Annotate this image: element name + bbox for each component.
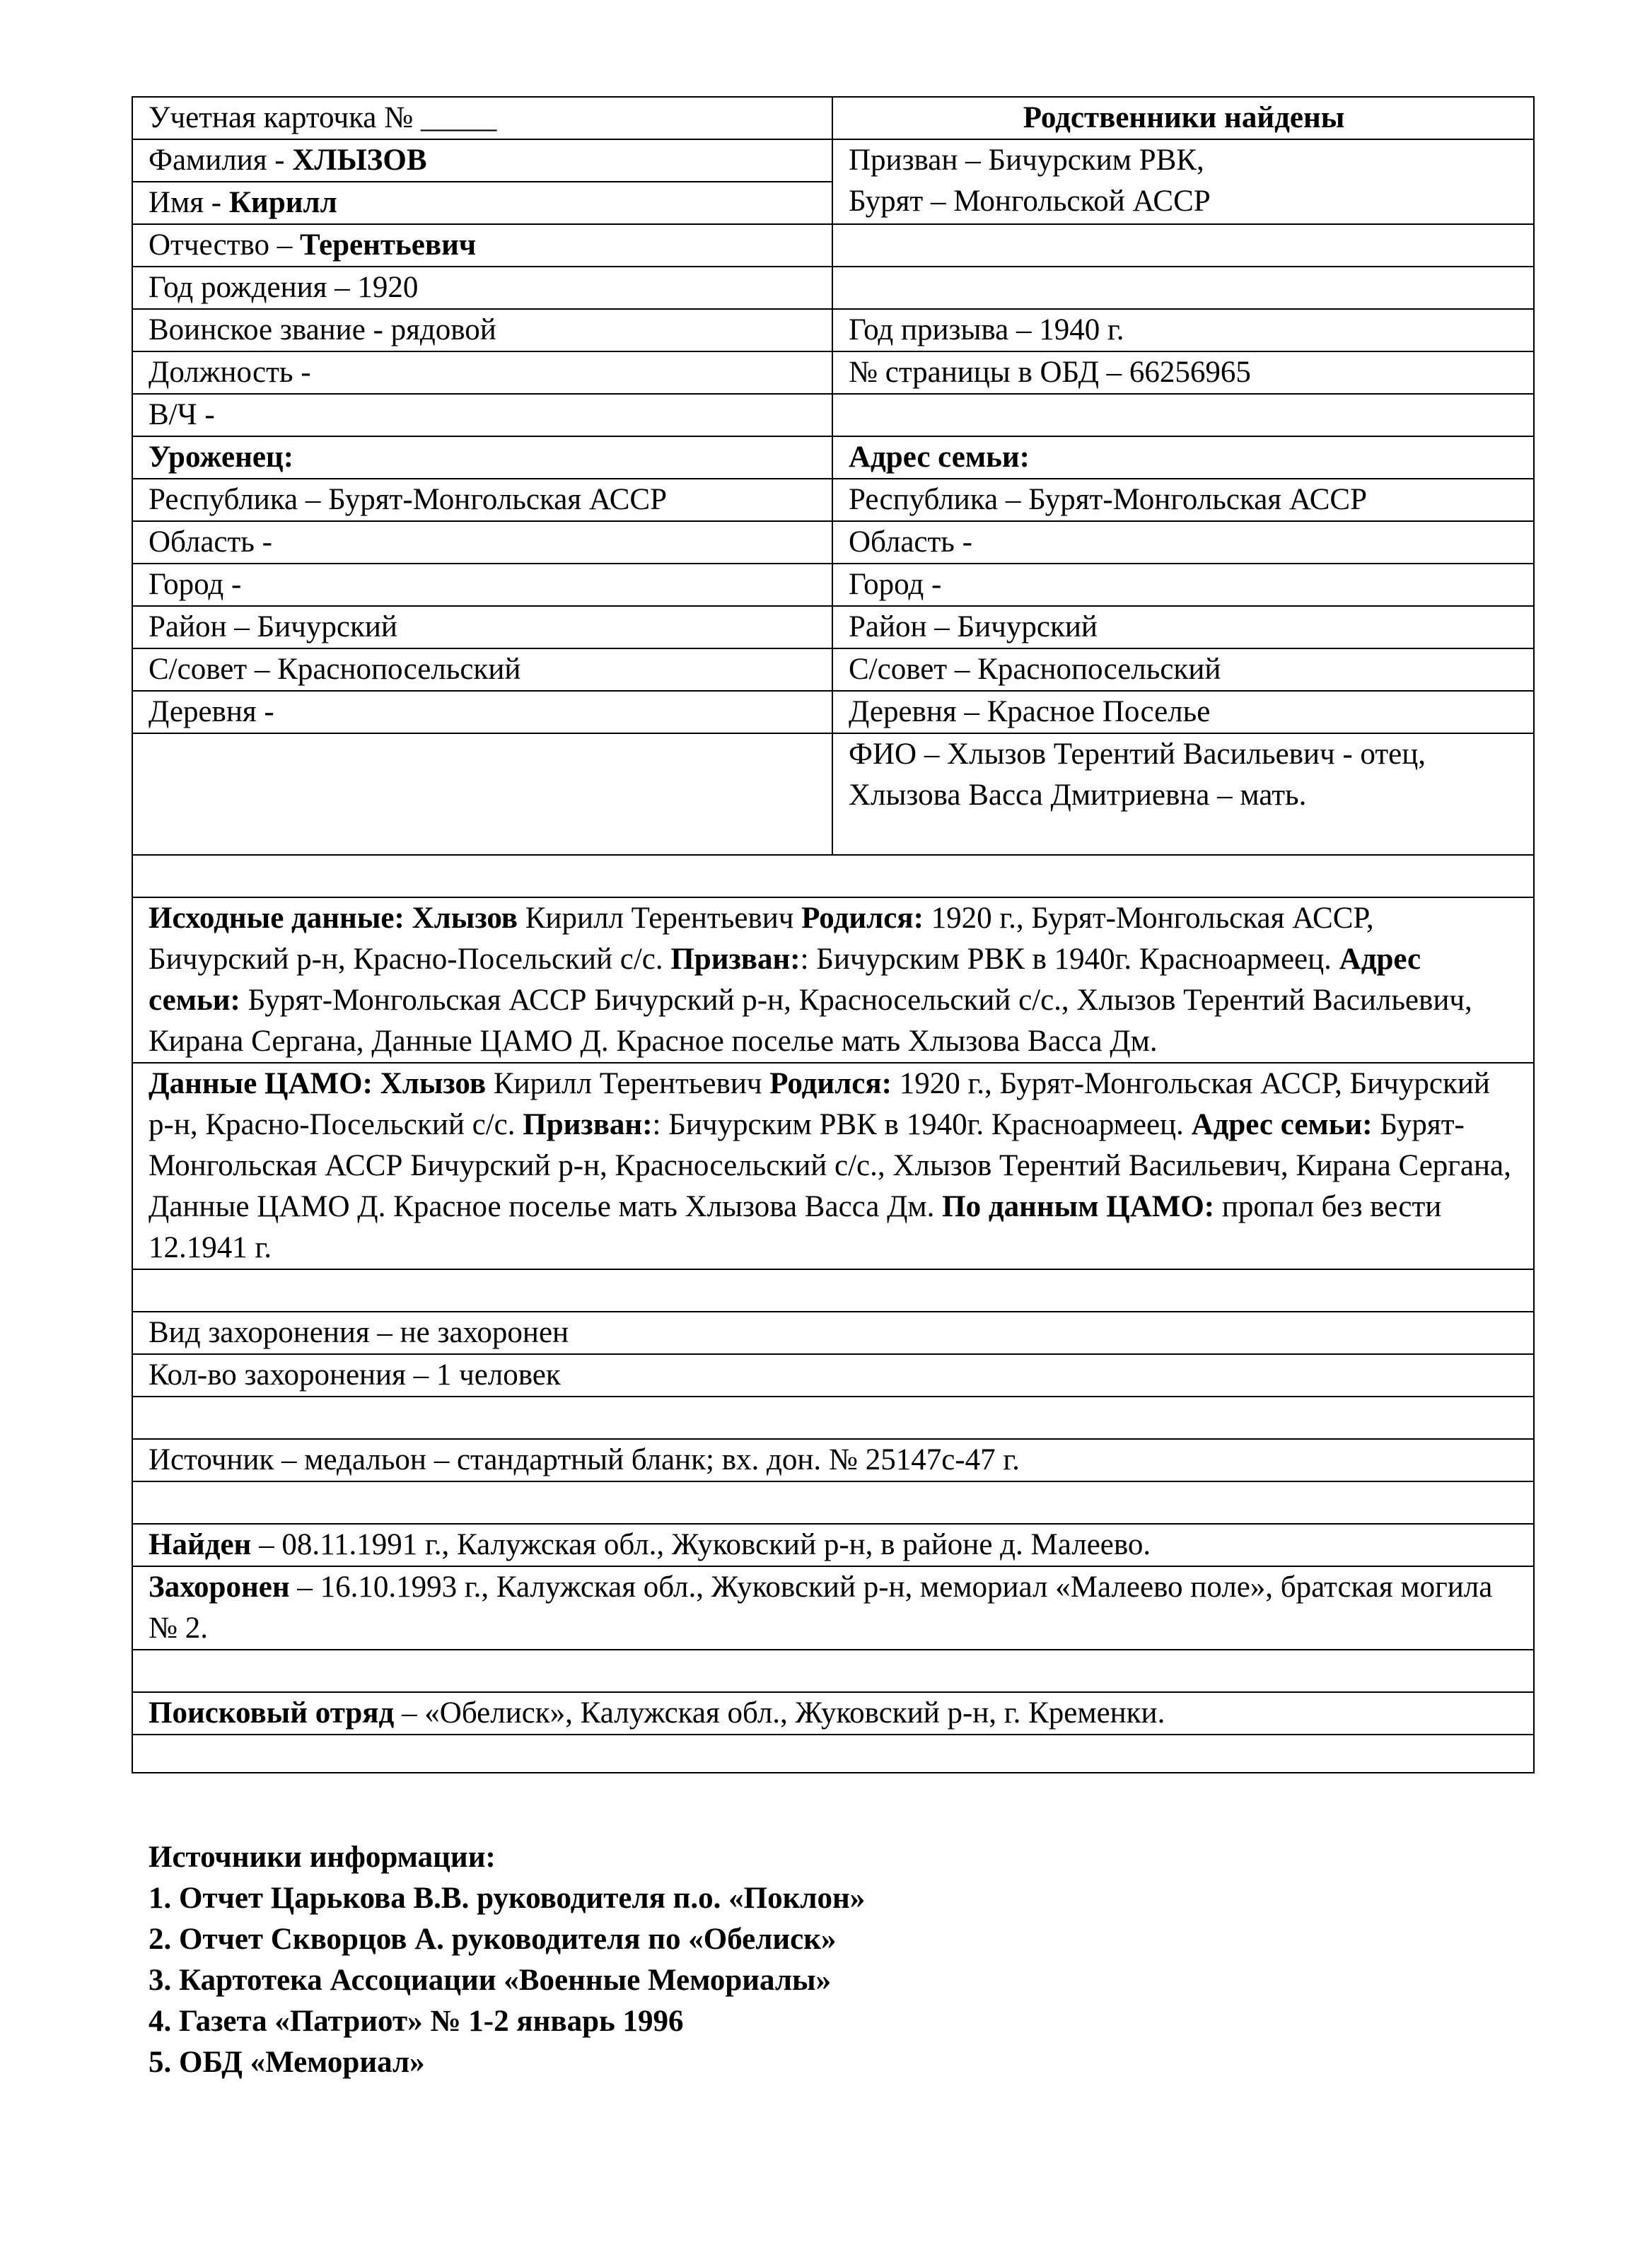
family-fio: ФИО – Хлызов Терентий Васильевич - отец, Хлызова Васса Дмитриевна – мать. [832, 733, 1534, 855]
family-header: Адрес семьи: [832, 436, 1534, 479]
address-header-row [132, 436, 1534, 479]
rank-cell: Воинское звание - рядовой [132, 309, 832, 351]
birth-year-row [132, 267, 1534, 309]
search-team-row [132, 1692, 1534, 1735]
family-region: Область - [832, 521, 1534, 564]
empty-cell [832, 267, 1534, 309]
village-row [132, 691, 1534, 733]
empty-row [132, 1481, 1534, 1524]
family-district: Район – Бичурский [832, 606, 1534, 648]
fio-row [132, 733, 1534, 855]
information-sources [149, 1837, 865, 2083]
called-up-cell: Призван – Бичурским РВК, Бурят – Монгольской АССР [832, 139, 1534, 224]
source-item: 3. Картотека Ассоциации «Военные Мемориалы» [149, 1964, 832, 1997]
native-district: Район – Бичурский [132, 606, 832, 648]
position-cell: Должность - [132, 351, 832, 394]
source-item: 4. Газета «Патриот» № 1-2 январь 1996 [149, 2005, 684, 2038]
native-council: С/совет – Краснопосельский [132, 648, 832, 691]
spacer-row [132, 1735, 1534, 1773]
patronymic-row [132, 224, 1534, 267]
surname-row [132, 139, 1534, 182]
source-item: 5. ОБД «Мемориал» [149, 2046, 425, 2079]
spacer-row [132, 1481, 1534, 1524]
empty-row [132, 1650, 1534, 1692]
empty-row [132, 855, 1534, 897]
rank-row [132, 309, 1534, 351]
source-row [132, 1439, 1534, 1481]
empty-cell [132, 733, 832, 855]
call-year-cell: Год призыва – 1940 г. [832, 309, 1534, 351]
spacer-row [132, 1397, 1534, 1439]
source-cell: Источник – медальон – стандартный бланк; вх. дон. № 25147с-47 г. [132, 1439, 1534, 1481]
name-cell: Имя - Кирилл [132, 182, 832, 224]
district-row [132, 606, 1534, 648]
name-value: Кирилл [228, 186, 337, 219]
obd-page-cell: № страницы в ОБД – 66256965 [832, 351, 1534, 394]
native-village: Деревня - [132, 691, 832, 733]
surname-value: ХЛЫЗОВ [292, 144, 427, 177]
source-item: 2. Отчет Скворцов А. руководителя по «Обелиск» [149, 1923, 837, 1956]
republic-row [132, 479, 1534, 521]
card-header-row [132, 97, 1534, 139]
empty-cell [832, 394, 1534, 436]
family-council: С/совет – Краснопосельский [832, 648, 1534, 691]
position-row [132, 351, 1534, 394]
buried-cell: Захоронен – 16.10.1993 г., Калужская обл., Жуковский р-н, мемориал «Малеево поле», братская могила № 2. [132, 1566, 1534, 1650]
spacer-row [132, 1269, 1534, 1312]
city-row [132, 564, 1534, 606]
empty-row [132, 1269, 1534, 1312]
native-region: Область - [132, 521, 832, 564]
tsamo-data-cell: Данные ЦАМО: Хлызов Кирилл Терентьевич Родился: 1920 г., Бурят-Монгольская АССР, Бичурский р-н, Красно-Посельский с/с. Призван:: Бичурским РВК в 1940г. Красноармеец. Адрес семьи: Бурят-Монгольская АССР Бичурский р-н, Красносельский с/с., Хлызов Терентий Васильевич, Кирана Сергана, Данные ЦАМО Д. Красное поселье мать Хлызова Васса Дм. По данным ЦАМО: пропал без вести 12.1941 г. [132, 1063, 1534, 1269]
buried-row [132, 1566, 1534, 1650]
family-village: Деревня – Красное Поселье [832, 691, 1534, 733]
source-item: 1. Отчет Царькова В.В. руководителя п.о. «Поклон» [149, 1882, 866, 1915]
burial-type-cell: Вид захоронения – не захоронен [132, 1312, 1534, 1354]
burial-count-cell: Кол-во захоронения – 1 человек [132, 1354, 1534, 1397]
burial-count-row [132, 1354, 1534, 1397]
unit-row [132, 394, 1534, 436]
native-city: Город - [132, 564, 832, 606]
region-row [132, 521, 1534, 564]
family-republic: Республика – Бурят-Монгольская АССР [832, 479, 1534, 521]
spacer-row [132, 1650, 1534, 1692]
patronymic-value: Терентьевич [300, 228, 477, 262]
tsamo-data-row [132, 1063, 1534, 1269]
native-header: Уроженец: [132, 436, 832, 479]
surname-cell: Фамилия - ХЛЫЗОВ [132, 139, 832, 182]
found-row [132, 1524, 1534, 1566]
search-team-cell: Поисковый отряд – «Обелиск», Калужская обл., Жуковский р-н, г. Кременки. [132, 1692, 1534, 1735]
burial-type-row [132, 1312, 1534, 1354]
found-cell: Найден – 08.11.1991 г., Калужская обл., Жуковский р-н, в районе д. Малеево. [132, 1524, 1534, 1566]
spacer-row [132, 855, 1534, 897]
empty-row [132, 1735, 1534, 1773]
sources-title: Источники информации: [149, 1841, 496, 1874]
council-row [132, 648, 1534, 691]
unit-cell: В/Ч - [132, 394, 832, 436]
source-data-cell: Исходные данные: Хлызов Кирилл Терентьевич Родился: 1920 г., Бурят-Монгольская АССР, Бичурский р-н, Красно-Посельский с/с. Призван:: Бичурским РВК в 1940г. Красноармеец. Адрес семьи: Бурят-Монгольская АССР Бичурский р-н, Красносельский с/с., Хлызов Терентий Васильевич, Кирана Сергана, Данные ЦАМО Д. Красное поселье мать Хлызова Васса Дм. [132, 897, 1534, 1063]
patronymic-cell: Отчество – Терентьевич [132, 224, 832, 267]
empty-cell [832, 224, 1534, 267]
family-city: Город - [832, 564, 1534, 606]
source-data-row [132, 897, 1534, 1063]
native-republic: Республика – Бурят-Монгольская АССР [132, 479, 832, 521]
empty-row [132, 1397, 1534, 1439]
card-number: Учетная карточка № _____ [132, 97, 832, 139]
relatives-found-header: Родственники найдены [832, 97, 1534, 139]
registration-card-table [132, 96, 1535, 1773]
birth-year-cell: Год рождения – 1920 [132, 267, 832, 309]
